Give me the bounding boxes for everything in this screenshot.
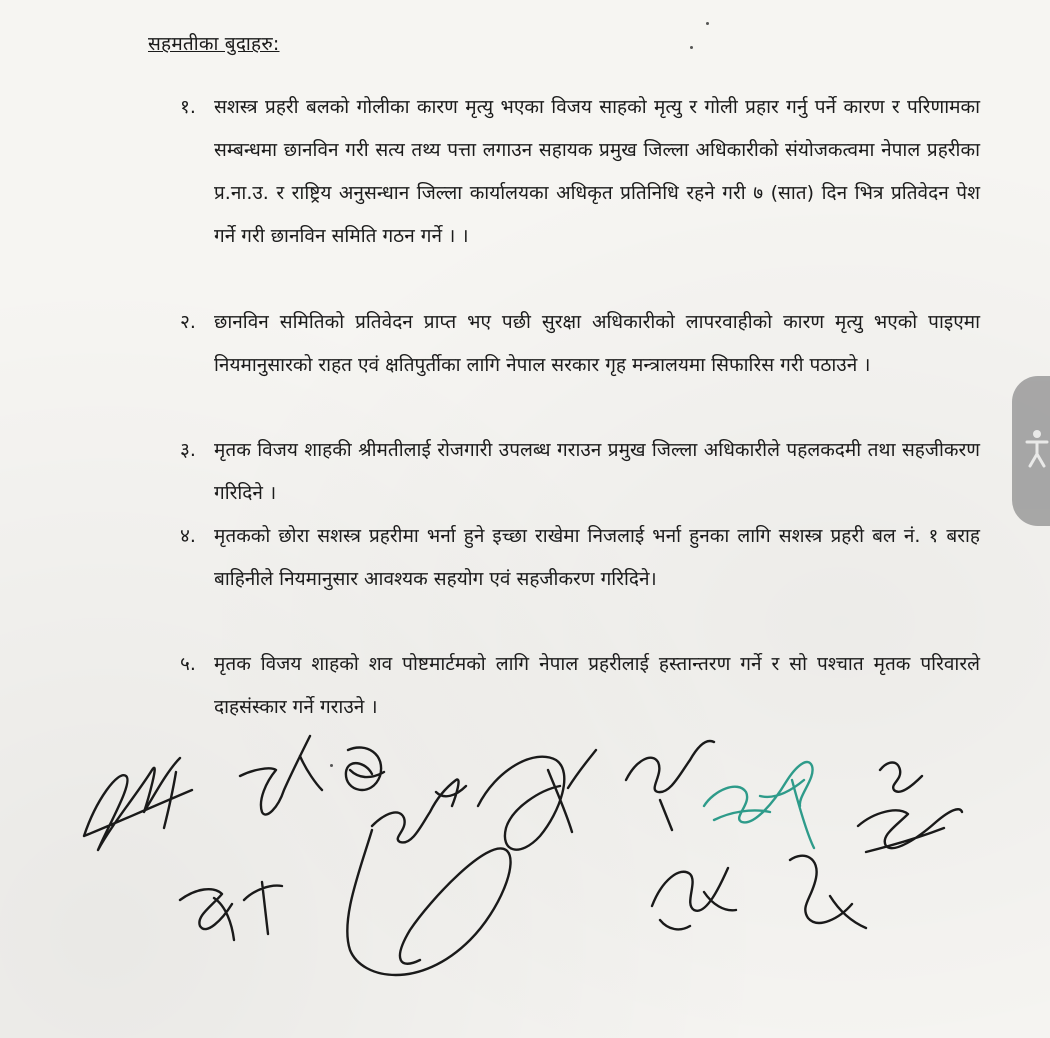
agreement-point-1 [180,86,980,301]
point-text: मृतकको छोरा सशस्त्र प्रहरीमा भर्ना हुने इच्छा राखेमा निजलाई भर्ना हुनका लागि सशस्त्र प्रहरी बल नं. १ बराह बाहिनीले नियमानुसार आवश्यक सहयोग एवं सहजीकरण गरिदिने। [214,525,980,590]
agreement-points-list [180,86,980,729]
signature-3 [346,748,384,790]
signature-7 [626,741,714,830]
signature-13 [704,762,814,848]
accessibility-icon [1024,428,1050,468]
point-number: ३. [180,439,196,461]
signature-2 [240,736,322,815]
signature-9 [652,868,736,929]
signature-4 [372,779,466,842]
point-text: मृतक विजय शाहकी श्रीमतीलाई रोजगारी उपलब्ध गराउन प्रमुख जिल्ला अधिकारीले पहलकदमी तथा सहजीकरण गरिदिने । [214,439,980,504]
section-heading: सहमतीका बुदाहरु: [148,33,280,55]
point-number: ५. [180,653,196,675]
signature-14 [714,810,770,820]
point-number: १. [180,96,196,118]
point-text: मृतक विजय शाहको शव पोष्टमार्टमको लागि नेपाल प्रहरीलाई हस्तान्तरण गर्ने र सो पश्चात मृतक परिवारले दाहसंस्कार गर्ने गराउने । [214,653,980,718]
paper-speck [706,22,709,25]
signature-5 [347,830,510,975]
agreement-point-4 [180,515,980,643]
signature-10 [790,856,866,928]
signature-12 [858,809,962,852]
paper-speck [690,46,693,49]
agreement-point-2 [180,301,980,429]
point-number: २. [180,311,196,333]
signature-6 [478,750,596,850]
signature-11 [880,763,922,792]
signature-1 [84,758,192,850]
side-accessibility-tab[interactable] [1012,376,1050,526]
point-number: ४. [180,525,196,547]
agreement-point-5 [180,643,980,729]
point-text: छानविन समितिको प्रतिवेदन प्राप्त भए पछी सुरक्षा अधिकारीको लापरवाहीको कारण मृत्यु भएको पाइएमा नियमानुसारको राहत एवं क्षतिपुर्तीका लागि नेपाल सरकार गृह मन्त्रालयमा सिफारिस गरी पठाउने । [214,311,980,376]
point-text: सशस्त्र प्रहरी बलको गोलीका कारण मृत्यु भएका विजय साहको मृत्यु र गोली प्रहार गर्नु पर्ने कारण र परिणामका सम्बन्धमा छानविन गरी सत्य तथ्य पत्ता लगाउन सहायक प्रमुख जिल्ला अधिकारीको संयोजकत्वमा नेपाल प्रहरीका प्र.ना.उ. र राष्ट्रिय अनुसन्धान जिल्ला कार्यालयका अधिकृत प्रतिनिधि रहने गरी ७ (सात) दिन भित्र प्रतिवेदन पेश गर्ने गरी छानविन समिति गठन गर्ने । । [214,96,980,247]
signature-8 [180,882,282,940]
agreement-point-3 [180,429,980,515]
paper-speck [330,764,333,767]
